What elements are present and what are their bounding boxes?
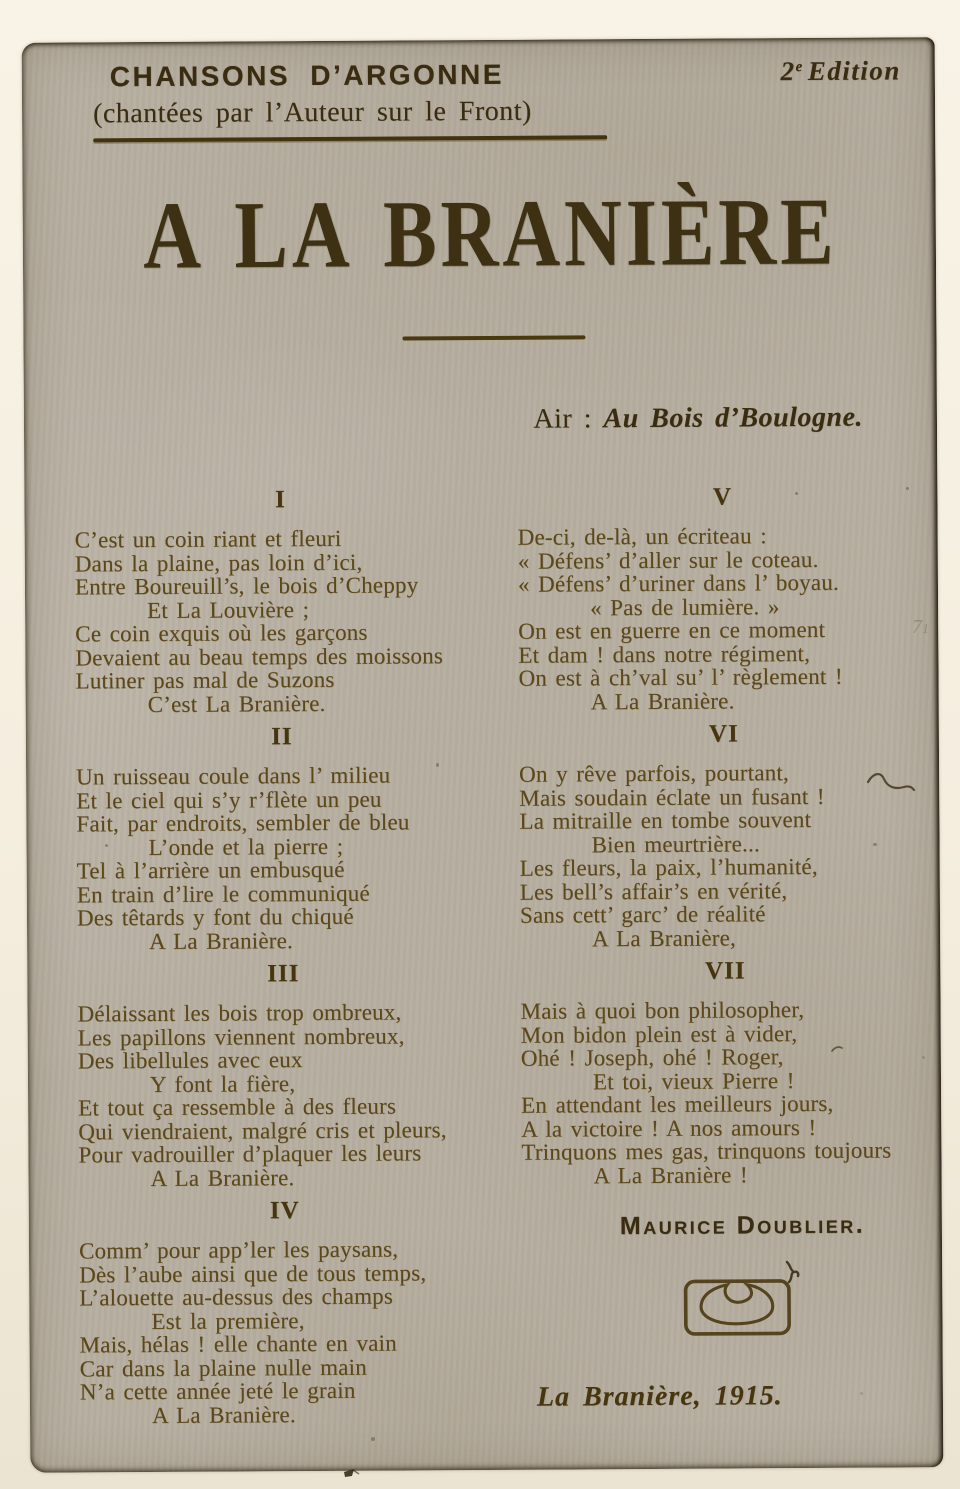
verse-line: Et dam ! dans notre régiment,: [518, 640, 811, 668]
verse-line: Mais, hélas ! elle chante en vain: [79, 1330, 397, 1358]
verse-line: Et le ciel qui s’y r’flète un peu: [76, 786, 382, 813]
verse-line: A La Branière.: [150, 1164, 295, 1191]
age-speck: [873, 843, 877, 846]
verse-line: A La Branière.: [149, 927, 294, 954]
air-tune: Au Bois d’Boulogne.: [603, 401, 864, 435]
edition-exponent: e: [795, 59, 804, 76]
ink-speck-mark: [340, 1464, 362, 1484]
verse: [520, 957, 931, 1188]
pencil-smudge: 71: [912, 616, 929, 638]
verse-line: Ce coin exquis où les garçons: [75, 619, 368, 647]
verse-lines: [78, 1000, 491, 1191]
verse-line: Est la première,: [151, 1307, 305, 1334]
verse-line: Y font la fière,: [149, 1070, 296, 1097]
page-title: A LA BRANIÈRE: [142, 179, 838, 290]
edition-number: 2: [780, 56, 796, 87]
age-speck: [860, 1392, 863, 1395]
masthead: [93, 59, 607, 142]
verse-line: Comm’ pour app’ler les paysans,: [78, 1236, 399, 1264]
age-speck: [436, 763, 439, 767]
verse-line: A La Branière.: [151, 1401, 296, 1428]
verse-number: III: [267, 960, 300, 988]
verse-line: En train d’lire le communiqué: [76, 880, 370, 907]
age-speck: [906, 487, 909, 490]
verse-line: N’a cette année jeté le grain: [79, 1377, 356, 1405]
verse-line: Devaient au beau temps des moissons: [75, 642, 444, 670]
verse-number: IV: [269, 1197, 300, 1225]
verse-line: Délaissant les bois trop ombreux,: [77, 999, 402, 1027]
verse-line: On est en guerre en ce moment: [518, 616, 826, 644]
verse-number: II: [271, 723, 293, 751]
series-subtitle: (chantées par l’Auteur sur le Front): [92, 95, 532, 130]
verse-line: Dès l’aube ainsi que de tous temps,: [79, 1259, 427, 1287]
verse-line: Trinquons mes gas, trinquons toujours: [521, 1137, 892, 1165]
verse: [517, 483, 928, 714]
verse-line: Des libellules avec eux: [77, 1047, 303, 1074]
verse-line: Tel à l’arrière un embusqué: [76, 856, 345, 884]
verse-line: La mitraille en tombe souvent: [519, 806, 812, 834]
verse-number: V: [712, 483, 733, 511]
verse-line: Entre Boureuill’s, le bois d’Cheppy: [74, 572, 419, 600]
verse-line: Qui viendraient, malgré cris et pleurs,: [78, 1116, 447, 1144]
verse-line: « Défens’ d’aller sur le coteau.: [517, 546, 819, 574]
age-speck: [922, 1056, 925, 1059]
age-speck: [371, 1437, 375, 1441]
verse-number: VI: [708, 720, 739, 748]
edition-label: [781, 55, 901, 87]
series-title: CHANSONS D’ARGONNE: [109, 58, 505, 93]
ink-squiggle-mark: [864, 768, 918, 804]
verse-line: En attendant les meilleurs jours,: [521, 1090, 834, 1118]
verse-line: Ohé ! Joseph, ohé ! Roger,: [520, 1044, 784, 1071]
age-speck: [105, 844, 108, 847]
verse-line: Fait, par endroits, sembler de bleu: [76, 809, 410, 837]
verse-line: C’est un coin riant et fleuri: [74, 525, 342, 553]
air-label: Air :: [533, 403, 604, 435]
verse-line: C’est La Branière.: [147, 690, 326, 717]
verse-line: Sans cett’ garc’ de réalité: [519, 901, 766, 928]
verse-line: Et tout ça ressemble à des fleurs: [78, 1093, 397, 1121]
verse-line: Et La Louvière ;: [147, 596, 310, 623]
verse-line: A La Branière !: [593, 1161, 748, 1188]
verse-line: Et toi, vieux Pierre !: [592, 1067, 795, 1094]
air-line: [533, 402, 863, 436]
verse-line: Pour vadrouiller d’plaquer les leurs: [78, 1140, 422, 1168]
verse-line: « Pas de lumière. »: [590, 593, 780, 620]
ink-tick-mark: [829, 1042, 845, 1056]
verse-lines: [76, 763, 489, 954]
verse-line: On est à ch’val su’ l’ règlement !: [518, 663, 843, 691]
verse-line: L’onde et la pierre ;: [148, 833, 344, 860]
printer-ornament-icon: [680, 1278, 794, 1337]
verse-line: Dans la plaine, pas loin d’ici,: [74, 549, 363, 576]
verse-line: L’alouette au-dessus des champs: [79, 1283, 394, 1311]
verse: [77, 960, 490, 1191]
verse-line: A La Branière.: [590, 687, 735, 714]
verse-line: Bien meurtrière...: [591, 830, 760, 857]
verse-line: Des têtards y font du chiqué: [76, 903, 354, 931]
verse-line: On y rêve parfois, pourtant,: [519, 760, 790, 787]
verse-line: Les bell’s affair’s en vérité,: [519, 877, 788, 905]
verse-lines: [75, 526, 488, 717]
verse: [79, 1197, 492, 1428]
verse-lines: [79, 1237, 492, 1428]
verse-line: Les fleurs, la paix, l’humanité,: [519, 853, 818, 881]
verse-number: VII: [704, 957, 746, 985]
age-speck: [795, 492, 798, 495]
verse-line: Mais soudain éclate un fusant !: [519, 783, 825, 811]
author-signature: Maurice Doublier.: [619, 1210, 866, 1241]
colophon: La Branière, 1915.: [536, 1380, 783, 1413]
verse-line: Mais à quoi bon philosopher,: [520, 997, 805, 1024]
edition-word: Edition: [807, 55, 901, 86]
verse-line: A la victoire ! A nos amours !: [521, 1114, 817, 1142]
verse-line: A La Branière,: [592, 924, 737, 951]
verse-number: I: [274, 486, 286, 514]
verse-line: Mon bidon plein est à vider,: [520, 1020, 798, 1048]
verse-line: Lutiner pas mal de Suzons: [75, 666, 335, 694]
verse: [519, 720, 930, 951]
verse-column-right: [517, 483, 933, 1413]
ink-scratch-mark: [781, 1258, 803, 1286]
song-sheet-card: [22, 37, 944, 1473]
verse-line: Car dans la plaine nulle main: [79, 1354, 368, 1381]
verse-lines: [518, 523, 929, 714]
masthead-rule: [93, 135, 607, 142]
verse-line: « Défens’ d’uriner dans l’ boyau.: [517, 569, 840, 597]
verse: [76, 723, 489, 954]
verse-line: Un ruisseau coule dans l’ milieu: [76, 762, 391, 790]
verse: [74, 486, 487, 717]
verse-column-left: [74, 486, 492, 1436]
verse-column-right-verses: [517, 483, 931, 1187]
verse-line: Les papillons viennent nombreux,: [77, 1022, 405, 1050]
verse-line: De-ci, de-là, un écriteau :: [517, 523, 767, 550]
verse-lines: [520, 997, 931, 1188]
title-divider: [402, 335, 585, 340]
